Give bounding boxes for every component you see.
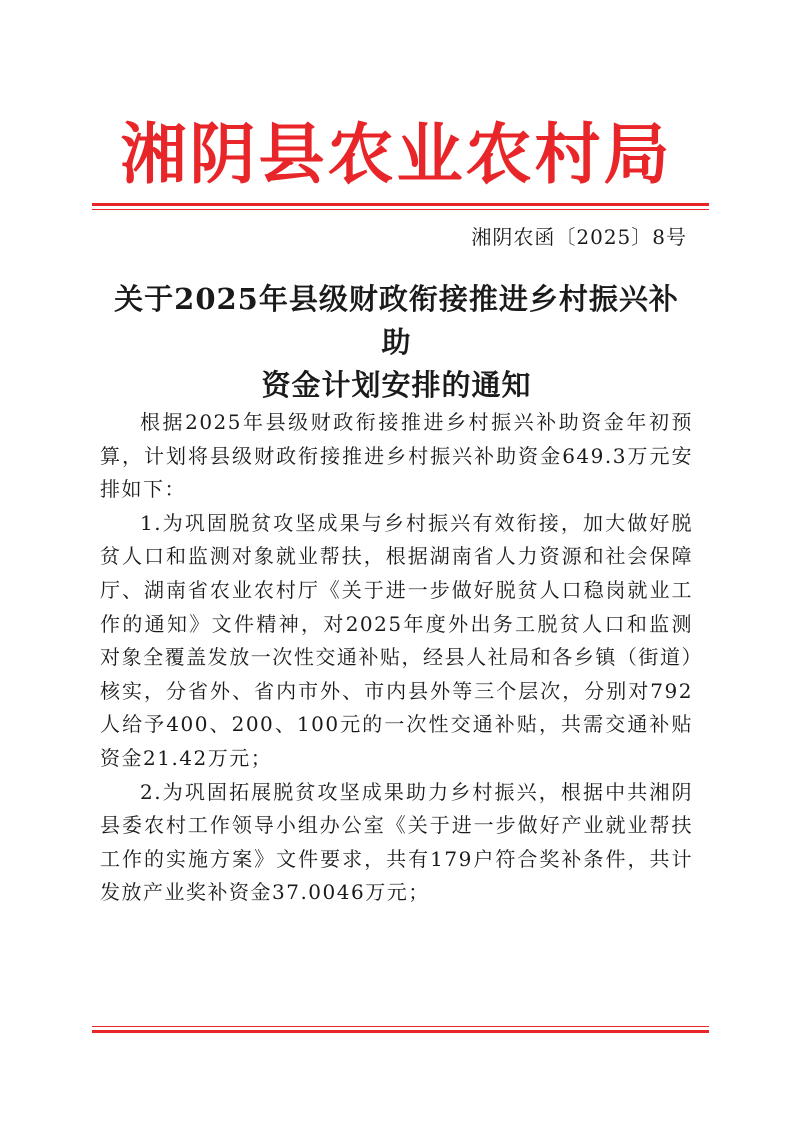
document-number: 湘阴农函〔2025〕8号 xyxy=(471,225,687,249)
body-paragraph-item-1: 1.为巩固脱贫攻坚成果与乡村振兴有效衔接，加大做好脱贫人口和监测对象就业帮扶，根据湖南省人力资源和社会保障厅、湖南省农业农村厅《关于进一步做好脱贫人口稳岗就业工作的通知》文件精神，对2025年度外出务工脱贫人口和监测对象全覆盖发放一次性交通补贴，经县人社局和各乡镇（街道）核实，分省外、省内市外、市内县外等三个层次，分别对792人给予400、200、100元的一次性交通补贴，共需交通补贴资金21.42万元； xyxy=(100,510,693,770)
document-title-line-2: 资金计划安排的通知 xyxy=(261,368,532,402)
agency-header-title: 湘阴县农业农村局 xyxy=(120,116,673,193)
body-paragraph-intro: 根据2025年县级财政衔接推进乡村振兴补助资金年初预算，计划将县级财政衔接推进乡村振兴补助资金649.3万元安排如下： xyxy=(100,410,693,502)
document-title xyxy=(100,278,693,407)
footer-divider-thin xyxy=(92,1026,709,1027)
document-body xyxy=(100,406,693,910)
document-title-line-1: 关于2025年县级财政衔接推进乡村振兴补助 xyxy=(114,282,679,359)
footer-divider-thick xyxy=(92,1030,709,1033)
header-divider-thin xyxy=(92,209,709,210)
body-paragraph-item-2: 2.为巩固拓展脱贫攻坚成果助力乡村振兴，根据中共湘阴县委农村工作领导小组办公室《关于进一步做好产业就业帮扶工作的实施方案》文件要求，共有179户符合奖补条件，共计发放产业奖补资金37.0046万元； xyxy=(100,779,693,905)
header-divider-thick xyxy=(92,203,709,206)
